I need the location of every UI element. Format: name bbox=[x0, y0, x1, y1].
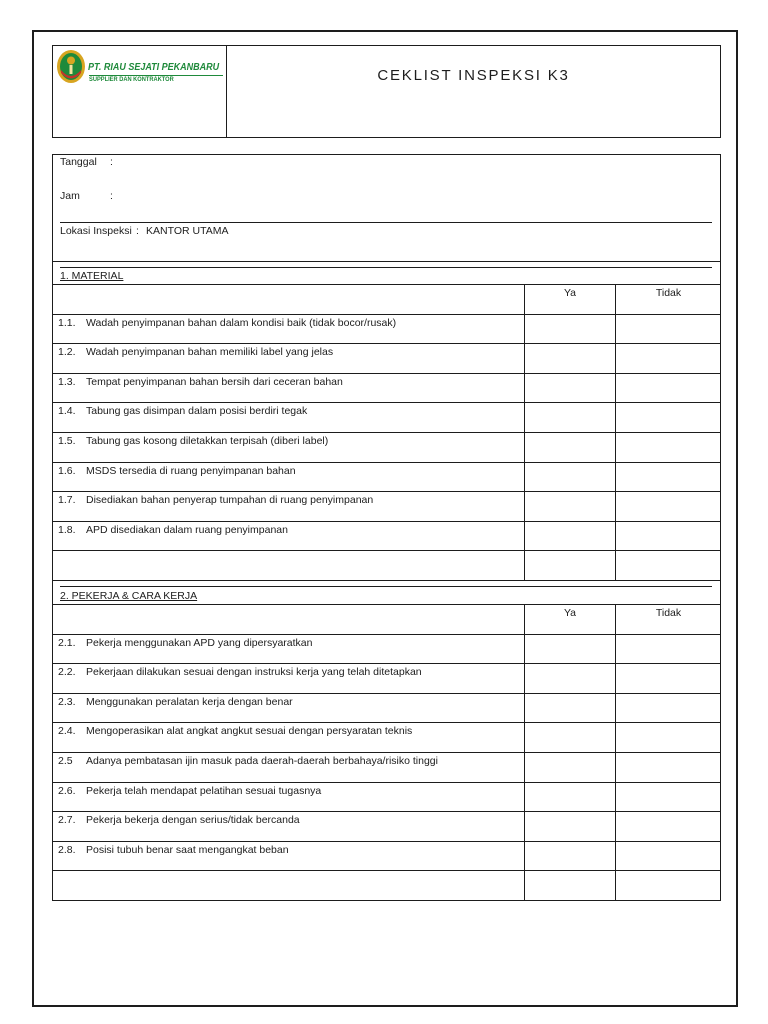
answer-cell-ya bbox=[524, 433, 615, 462]
company-emblem-icon bbox=[56, 49, 86, 84]
answer-cell-ya bbox=[524, 723, 615, 752]
checklist-row bbox=[52, 492, 721, 522]
checklist-row bbox=[52, 374, 721, 404]
item-text: Pekerja menggunakan APD yang dipersyaratkan bbox=[86, 636, 313, 649]
item-text: Wadah penyimpanan bahan memiliki label yang jelas bbox=[86, 346, 334, 359]
checklist-table-pekerja bbox=[52, 604, 721, 901]
item-text: Pekerja bekerja dengan serius/tidak bercanda bbox=[86, 814, 300, 827]
answer-cell-tidak bbox=[615, 403, 721, 432]
item-text: Wadah penyimpanan bahan dalam kondisi baik (tidak bocor/rusak) bbox=[86, 316, 397, 329]
checklist-row bbox=[52, 635, 721, 665]
item-cell bbox=[52, 374, 524, 403]
item-number: 1.2. bbox=[58, 346, 76, 359]
checklist-row-empty bbox=[52, 871, 721, 901]
answer-cell-tidak bbox=[615, 463, 721, 492]
item-column-header bbox=[52, 285, 524, 314]
checklist-row bbox=[52, 522, 721, 552]
item-text: Tempat penyimpanan bahan bersih dari ceceran bahan bbox=[86, 375, 343, 388]
item-cell bbox=[52, 812, 524, 841]
checklist-row-empty bbox=[52, 551, 721, 581]
item-text: Pekerjaan dilakukan sesuai dengan instruksi kerja yang telah ditetapkan bbox=[86, 666, 422, 679]
answer-cell-ya bbox=[524, 551, 615, 580]
item-text: APD disediakan dalam ruang penyimpanan bbox=[86, 523, 288, 536]
answer-cell-ya bbox=[524, 753, 615, 782]
answer-cell-tidak bbox=[615, 492, 721, 521]
answer-cell-tidak bbox=[615, 551, 721, 580]
item-number: 1.3. bbox=[58, 375, 76, 388]
checklist-row bbox=[52, 463, 721, 493]
location-label: Lokasi Inspeksi bbox=[60, 225, 132, 237]
item-cell bbox=[52, 664, 524, 693]
answer-cell-ya bbox=[524, 783, 615, 812]
location-value: KANTOR UTAMA bbox=[146, 225, 229, 237]
checklist-row bbox=[52, 403, 721, 433]
section-title-material: 1. MATERIAL bbox=[60, 270, 124, 282]
time-label: Jam bbox=[60, 190, 80, 202]
item-cell bbox=[52, 694, 524, 723]
answer-cell-tidak bbox=[615, 842, 721, 871]
answer-cell-ya bbox=[524, 664, 615, 693]
item-number: 1.6. bbox=[58, 464, 76, 477]
item-number: 2.1. bbox=[58, 636, 76, 649]
item-cell bbox=[52, 871, 524, 900]
item-cell bbox=[52, 344, 524, 373]
column-header-ya: Ya bbox=[524, 605, 615, 634]
checklist-row bbox=[52, 433, 721, 463]
item-cell bbox=[52, 783, 524, 812]
item-text: MSDS tersedia di ruang penyimpanan bahan bbox=[86, 464, 296, 477]
item-text: Disediakan bahan penyerap tumpahan di ruang penyimpanan bbox=[86, 494, 374, 507]
item-column-header bbox=[52, 605, 524, 634]
title-cell bbox=[227, 46, 720, 137]
checklist-row bbox=[52, 842, 721, 872]
checklist-row bbox=[52, 723, 721, 753]
item-text: Adanya pembatasan ijin masuk pada daerah-daerah berbahaya/risiko tinggi bbox=[86, 755, 438, 767]
checklist-row bbox=[52, 315, 721, 345]
section-title-pekerja: 2. PEKERJA & CARA KERJA bbox=[60, 590, 198, 602]
divider-line bbox=[60, 222, 712, 223]
answer-cell-tidak bbox=[615, 753, 721, 782]
item-cell bbox=[52, 753, 524, 782]
divider-line bbox=[60, 586, 712, 587]
column-header-ya: Ya bbox=[524, 285, 615, 314]
item-number: 1.4. bbox=[58, 405, 76, 418]
location-separator: : bbox=[136, 225, 139, 237]
column-header-tidak: Tidak bbox=[615, 285, 721, 314]
date-label: Tanggal bbox=[60, 156, 97, 168]
date-separator: : bbox=[110, 156, 113, 168]
answer-cell-ya bbox=[524, 344, 615, 373]
company-tagline: SUPPLIER DAN KONTRAKTOR bbox=[89, 76, 174, 83]
table-header-row bbox=[52, 605, 721, 635]
answer-cell-tidak bbox=[615, 783, 721, 812]
item-cell bbox=[52, 403, 524, 432]
item-number: 2.7. bbox=[58, 814, 76, 827]
item-cell bbox=[52, 842, 524, 871]
item-cell bbox=[52, 315, 524, 344]
answer-cell-ya bbox=[524, 694, 615, 723]
item-cell bbox=[52, 551, 524, 580]
company-name: PT. RIAU SEJATI PEKANBARU bbox=[88, 62, 220, 73]
answer-cell-ya bbox=[524, 635, 615, 664]
document-header bbox=[52, 45, 721, 138]
answer-cell-tidak bbox=[615, 664, 721, 693]
item-text: Tabung gas kosong diletakkan terpisah (diberi label) bbox=[86, 435, 329, 447]
item-number: 2.3. bbox=[58, 695, 76, 708]
answer-cell-tidak bbox=[615, 374, 721, 403]
item-cell bbox=[52, 635, 524, 664]
checklist-row bbox=[52, 753, 721, 783]
item-number: 2.5 bbox=[58, 755, 73, 767]
item-text: Pekerja telah mendapat pelatihan sesuai tugasnya bbox=[86, 784, 322, 797]
answer-cell-ya bbox=[524, 492, 615, 521]
answer-cell-ya bbox=[524, 315, 615, 344]
time-separator: : bbox=[110, 190, 113, 202]
item-cell bbox=[52, 522, 524, 551]
divider-line bbox=[60, 267, 712, 268]
answer-cell-ya bbox=[524, 522, 615, 551]
table-header-row bbox=[52, 285, 721, 315]
item-cell bbox=[52, 723, 524, 752]
item-number: 1.5. bbox=[58, 435, 76, 447]
answer-cell-ya bbox=[524, 812, 615, 841]
divider-line bbox=[52, 261, 721, 262]
answer-cell-tidak bbox=[615, 723, 721, 752]
item-number: 2.6. bbox=[58, 784, 76, 797]
checklist-row bbox=[52, 783, 721, 813]
answer-cell-tidak bbox=[615, 871, 721, 900]
item-text: Menggunakan peralatan kerja dengan benar bbox=[86, 695, 293, 708]
item-cell bbox=[52, 433, 524, 462]
answer-cell-ya bbox=[524, 374, 615, 403]
answer-cell-tidak bbox=[615, 812, 721, 841]
item-number: 2.8. bbox=[58, 843, 76, 856]
document-title: CEKLIST INSPEKSI K3 bbox=[377, 67, 570, 84]
item-number: 1.7. bbox=[58, 494, 76, 507]
checklist-row bbox=[52, 344, 721, 374]
answer-cell-tidak bbox=[615, 522, 721, 551]
item-number: 2.4. bbox=[58, 725, 76, 738]
answer-cell-tidak bbox=[615, 344, 721, 373]
item-cell bbox=[52, 492, 524, 521]
answer-cell-tidak bbox=[615, 635, 721, 664]
item-number: 2.2. bbox=[58, 666, 76, 679]
answer-cell-ya bbox=[524, 871, 615, 900]
answer-cell-tidak bbox=[615, 694, 721, 723]
column-header-tidak: Tidak bbox=[615, 605, 721, 634]
company-logo-block bbox=[53, 46, 227, 137]
answer-cell-ya bbox=[524, 463, 615, 492]
answer-cell-tidak bbox=[615, 315, 721, 344]
item-number: 1.8. bbox=[58, 523, 76, 536]
checklist-row bbox=[52, 664, 721, 694]
item-text: Posisi tubuh benar saat mengangkat beban bbox=[86, 843, 289, 856]
item-cell bbox=[52, 463, 524, 492]
item-text: Mengoperasikan alat angkat angkut sesuai dengan persyaratan teknis bbox=[86, 725, 413, 738]
answer-cell-tidak bbox=[615, 433, 721, 462]
answer-cell-ya bbox=[524, 842, 615, 871]
checklist-row bbox=[52, 694, 721, 724]
checklist-table-material bbox=[52, 284, 721, 581]
answer-cell-ya bbox=[524, 403, 615, 432]
checklist-row bbox=[52, 812, 721, 842]
item-number: 1.1. bbox=[58, 316, 76, 329]
item-text: Tabung gas disimpan dalam posisi berdiri tegak bbox=[86, 405, 308, 418]
